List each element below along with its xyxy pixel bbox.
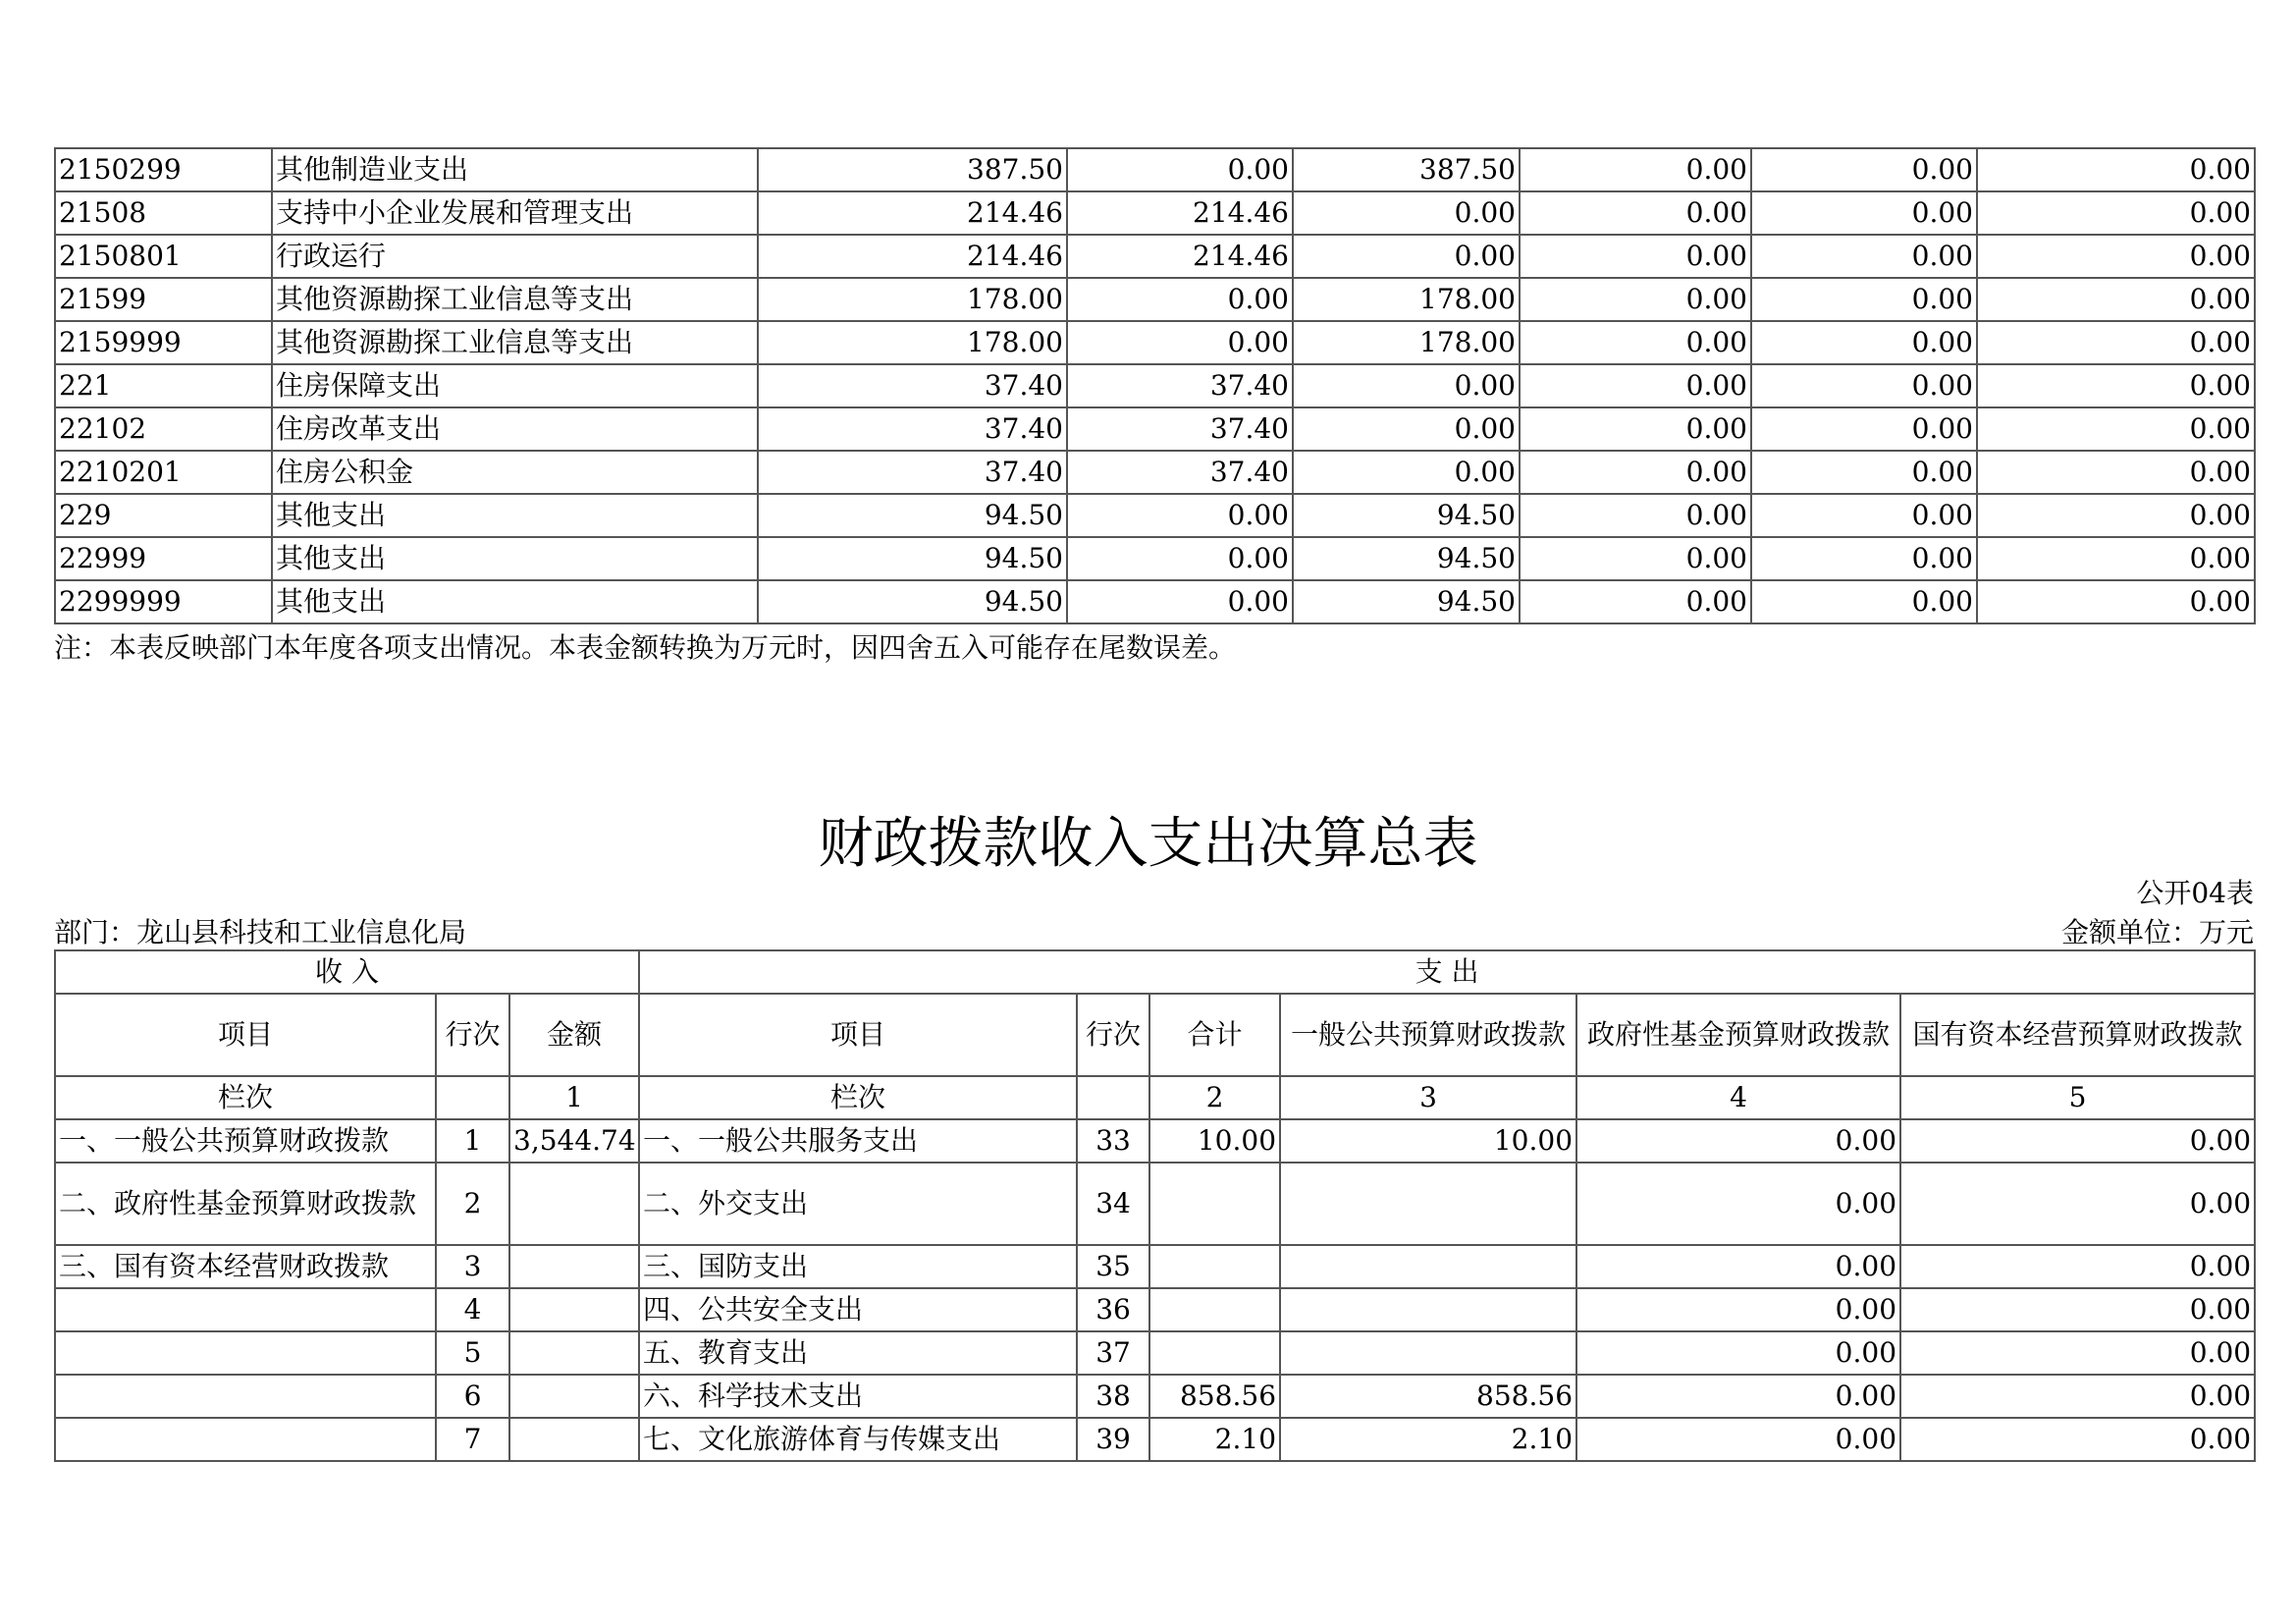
column-index: 5 [1900,1076,2255,1119]
income-column-index-label: 栏次 [55,1076,436,1119]
expense-item: 二、外交支出 [639,1163,1077,1245]
amount-cell: 37.40 [1067,407,1293,451]
gov-fund-amount: 0.00 [1576,1418,1900,1461]
column-index: 3 [1280,1076,1576,1119]
amount-cell: 0.00 [1977,321,2255,364]
amount-cell: 0.00 [1520,235,1751,278]
amount-cell: 0.00 [1977,364,2255,407]
subject-name: 其他支出 [272,494,758,537]
general-budget-amount: 2.10 [1280,1418,1576,1461]
gov-fund-amount: 0.00 [1576,1163,1900,1245]
amount-cell: 0.00 [1751,537,1977,580]
amount-cell: 94.50 [758,580,1067,623]
income-amount [509,1288,639,1331]
amount-cell: 94.50 [758,494,1067,537]
income-line-no: 5 [436,1331,509,1375]
amount-cell: 37.40 [758,364,1067,407]
expense-line-no: 33 [1077,1119,1149,1163]
amount-cell: 0.00 [1977,537,2255,580]
amount-cell: 0.00 [1977,494,2255,537]
table-row [55,451,2255,494]
gov-fund-amount: 0.00 [1576,1375,1900,1418]
general-budget-amount: 858.56 [1280,1375,1576,1418]
amount-cell: 37.40 [1067,364,1293,407]
general-budget-header: 一般公共预算财政拨款 [1280,994,1576,1076]
expense-item: 一、一般公共服务支出 [639,1119,1077,1163]
expense-item-header: 项目 [639,994,1077,1076]
amount-cell: 387.50 [1293,148,1520,191]
amount-unit: 金额单位：万元 [2060,916,2254,948]
amount-cell: 0.00 [1520,191,1751,235]
expense-line-no: 37 [1077,1331,1149,1375]
state-capital-amount: 0.00 [1900,1375,2255,1418]
amount-cell: 0.00 [1520,278,1751,321]
expense-item: 七、文化旅游体育与传媒支出 [639,1418,1077,1461]
amount-cell: 94.50 [1293,537,1520,580]
table-row [55,235,2255,278]
table-row [55,191,2255,235]
state-capital-amount: 0.00 [1900,1163,2255,1245]
amount-cell: 37.40 [758,407,1067,451]
amount-cell: 0.00 [1520,537,1751,580]
form-code: 公开04表 [2136,877,2254,909]
amount-cell: 0.00 [1977,451,2255,494]
subject-name: 支持中小企业发展和管理支出 [272,191,758,235]
amount-cell: 214.46 [758,191,1067,235]
income-item [55,1418,436,1461]
income-amount [509,1245,639,1288]
income-item: 一、一般公共预算财政拨款 [55,1119,436,1163]
table-row [55,580,2255,623]
income-line-no: 7 [436,1418,509,1461]
subject-name: 住房保障支出 [272,364,758,407]
subject-name: 其他资源勘探工业信息等支出 [272,321,758,364]
income-item [55,1375,436,1418]
income-line-no: 1 [436,1119,509,1163]
state-capital-amount: 0.00 [1900,1418,2255,1461]
table-row [55,1119,2255,1163]
amount-cell: 178.00 [1293,278,1520,321]
amount-cell: 214.46 [1067,191,1293,235]
table-row [55,1331,2255,1375]
amount-cell: 0.00 [1977,148,2255,191]
table-row [55,537,2255,580]
amount-cell: 0.00 [1293,364,1520,407]
table-row [55,364,2255,407]
income-line-header: 行次 [436,994,509,1076]
general-budget-amount: 10.00 [1280,1119,1576,1163]
amount-cell: 0.00 [1067,494,1293,537]
amount-cell: 0.00 [1520,407,1751,451]
state-capital-amount: 0.00 [1900,1288,2255,1331]
amount-cell: 0.00 [1977,580,2255,623]
amount-cell: 0.00 [1977,407,2255,451]
gov-fund-amount: 0.00 [1576,1331,1900,1375]
income-item: 二、政府性基金预算财政拨款 [55,1163,436,1245]
amount-cell: 0.00 [1977,235,2255,278]
amount-cell: 94.50 [758,537,1067,580]
amount-cell: 178.00 [758,321,1067,364]
total-amount [1149,1288,1280,1331]
total-amount: 10.00 [1149,1119,1280,1163]
total-amount [1149,1331,1280,1375]
subject-code: 21508 [55,191,272,235]
expense-item: 五、教育支出 [639,1331,1077,1375]
expense-item: 四、公共安全支出 [639,1288,1077,1331]
subject-name: 行政运行 [272,235,758,278]
amount-cell: 0.00 [1977,191,2255,235]
empty-cell [1077,1076,1149,1119]
income-item: 三、国有资本经营财政拨款 [55,1245,436,1288]
gov-fund-amount: 0.00 [1576,1245,1900,1288]
expense-column-index-label: 栏次 [639,1076,1077,1119]
page-title: 财政拨款收入支出决算总表 [818,812,1478,876]
total-amount [1149,1245,1280,1288]
fiscal-summary-table [54,949,2256,1462]
income-header: 收 入 [55,950,639,994]
income-amount [509,1331,639,1375]
amount-cell: 0.00 [1751,191,1977,235]
income-line-no: 4 [436,1288,509,1331]
subject-code: 2299999 [55,580,272,623]
expense-line-header: 行次 [1077,994,1149,1076]
income-amount [509,1418,639,1461]
expense-item: 三、国防支出 [639,1245,1077,1288]
table-row [55,1375,2255,1418]
expense-line-no: 36 [1077,1288,1149,1331]
table-row [55,1163,2255,1245]
table-row [55,1288,2255,1331]
table-row [55,1245,2255,1288]
table-row [55,1418,2255,1461]
state-capital-amount: 0.00 [1900,1331,2255,1375]
amount-cell: 0.00 [1520,494,1751,537]
subject-code: 2150801 [55,235,272,278]
amount-cell: 0.00 [1751,580,1977,623]
expense-header: 支 出 [639,950,2255,994]
income-amount: 3,544.74 [509,1119,639,1163]
expense-line-no: 39 [1077,1418,1149,1461]
general-budget-amount [1280,1288,1576,1331]
subject-code: 221 [55,364,272,407]
amount-cell: 0.00 [1520,148,1751,191]
table-row [55,407,2255,451]
subject-name: 其他资源勘探工业信息等支出 [272,278,758,321]
income-item-header: 项目 [55,994,436,1076]
amount-cell: 0.00 [1751,494,1977,537]
income-amount [509,1163,639,1245]
amount-cell: 0.00 [1293,451,1520,494]
state-capital-amount: 0.00 [1900,1245,2255,1288]
expense-item: 六、科学技术支出 [639,1375,1077,1418]
total-amount: 858.56 [1149,1375,1280,1418]
subject-name: 其他支出 [272,580,758,623]
gov-fund-amount: 0.00 [1576,1288,1900,1331]
gov-fund-header: 政府性基金预算财政拨款 [1576,994,1900,1076]
subject-name: 其他支出 [272,537,758,580]
subject-code: 22999 [55,537,272,580]
amount-cell: 0.00 [1520,321,1751,364]
amount-cell: 94.50 [1293,580,1520,623]
amount-cell: 0.00 [1520,580,1751,623]
subject-code: 2159999 [55,321,272,364]
state-capital-header: 国有资本经营预算财政拨款 [1900,994,2255,1076]
amount-cell: 387.50 [758,148,1067,191]
amount-cell: 178.00 [758,278,1067,321]
expense-line-no: 35 [1077,1245,1149,1288]
subject-name: 住房公积金 [272,451,758,494]
general-budget-amount [1280,1163,1576,1245]
column-index: 2 [1149,1076,1280,1119]
amount-cell: 37.40 [1067,451,1293,494]
amount-cell: 0.00 [1751,148,1977,191]
amount-cell: 0.00 [1067,278,1293,321]
amount-cell: 0.00 [1520,364,1751,407]
income-amount [509,1375,639,1418]
expense-line-no: 38 [1077,1375,1149,1418]
income-line-no: 6 [436,1375,509,1418]
table-row [55,494,2255,537]
income-item [55,1331,436,1375]
subject-code: 2150299 [55,148,272,191]
amount-cell: 0.00 [1520,451,1751,494]
income-amount-header: 金额 [509,994,639,1076]
empty-cell [436,1076,509,1119]
gov-fund-amount: 0.00 [1576,1119,1900,1163]
amount-cell: 0.00 [1293,235,1520,278]
subject-code: 2210201 [55,451,272,494]
amount-cell: 0.00 [1067,580,1293,623]
income-line-no: 2 [436,1163,509,1245]
table-note: 注：本表反映部门本年度各项支出情况。本表金额转换为万元时，因四舍五入可能存在尾数误差。 [54,631,1237,664]
amount-cell: 0.00 [1751,407,1977,451]
subject-code: 21599 [55,278,272,321]
income-item [55,1288,436,1331]
table-row [55,278,2255,321]
income-line-no: 3 [436,1245,509,1288]
amount-cell: 0.00 [1977,278,2255,321]
general-budget-amount [1280,1245,1576,1288]
amount-cell: 0.00 [1067,537,1293,580]
total-header: 合计 [1149,994,1280,1076]
amount-cell: 214.46 [1067,235,1293,278]
amount-cell: 0.00 [1751,278,1977,321]
table-row [55,321,2255,364]
column-index: 1 [509,1076,639,1119]
amount-cell: 37.40 [758,451,1067,494]
subject-code: 22102 [55,407,272,451]
department-label: 部门：龙山县科技和工业信息化局 [54,916,467,948]
amount-cell: 178.00 [1293,321,1520,364]
amount-cell: 0.00 [1751,364,1977,407]
amount-cell: 0.00 [1293,191,1520,235]
subject-name: 住房改革支出 [272,407,758,451]
amount-cell: 94.50 [1293,494,1520,537]
amount-cell: 214.46 [758,235,1067,278]
subject-name: 其他制造业支出 [272,148,758,191]
amount-cell: 0.00 [1293,407,1520,451]
total-amount [1149,1163,1280,1245]
state-capital-amount: 0.00 [1900,1119,2255,1163]
subject-code: 229 [55,494,272,537]
amount-cell: 0.00 [1067,148,1293,191]
column-index: 4 [1576,1076,1900,1119]
amount-cell: 0.00 [1067,321,1293,364]
amount-cell: 0.00 [1751,235,1977,278]
expense-detail-table [54,147,2256,624]
total-amount: 2.10 [1149,1418,1280,1461]
table-row [55,148,2255,191]
amount-cell: 0.00 [1751,451,1977,494]
expense-line-no: 34 [1077,1163,1149,1245]
general-budget-amount [1280,1331,1576,1375]
amount-cell: 0.00 [1751,321,1977,364]
